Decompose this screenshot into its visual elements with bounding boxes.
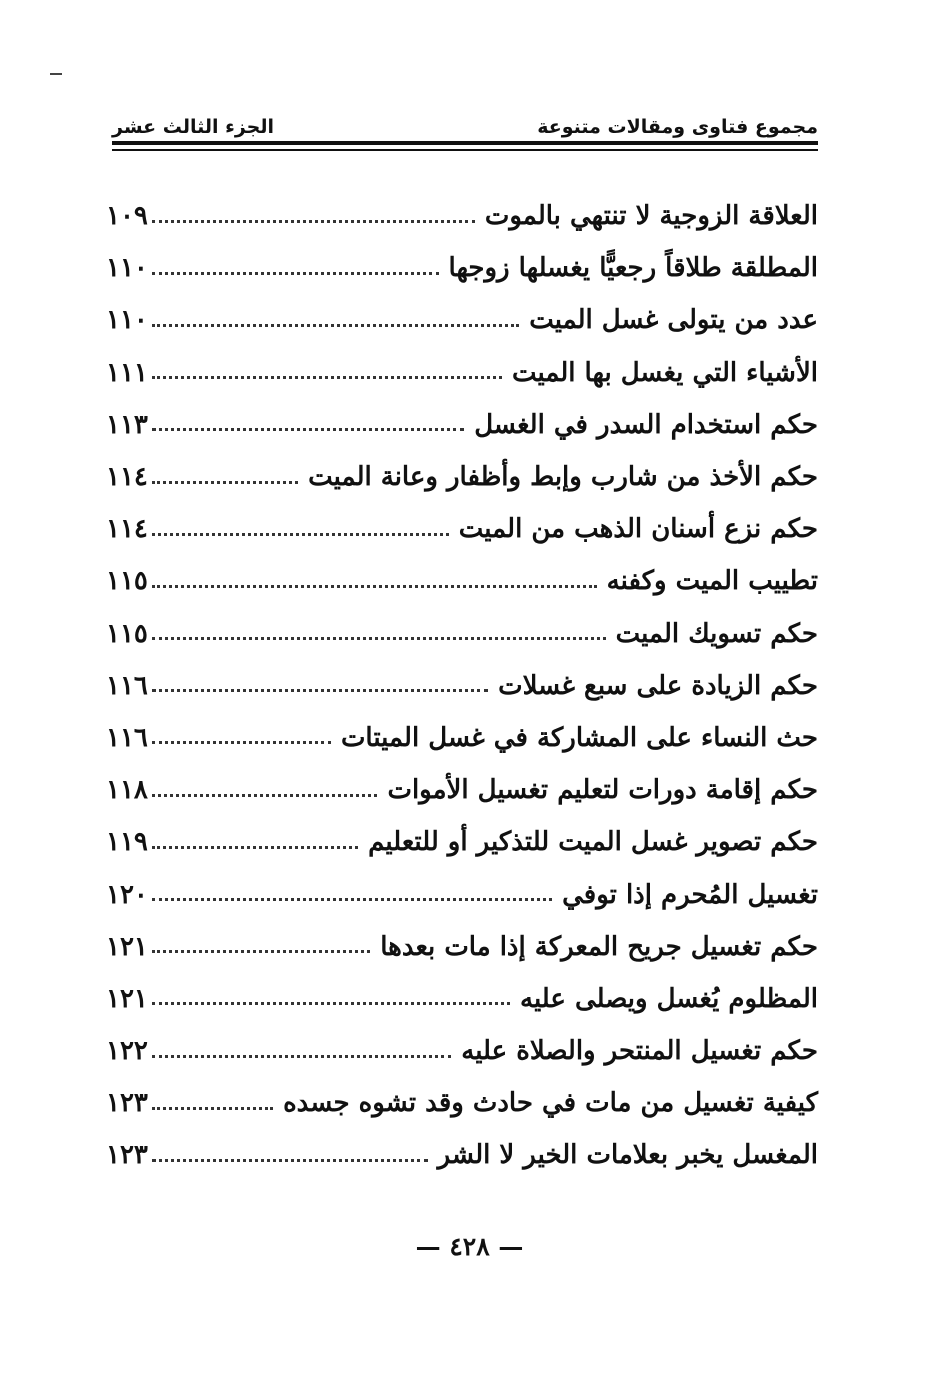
toc-entry-title: حكم نزع أسنان الذهب من الميت [458, 514, 818, 545]
toc-entry-title: المطلقة طلاقاً رجعيًّا يغسلها زوجها [448, 253, 818, 284]
toc-entry [106, 242, 818, 294]
toc-entry [106, 451, 818, 503]
toc-entry [106, 1077, 818, 1129]
toc-entry-page: ١١٦ [106, 722, 148, 753]
toc-entry-title: حكم تصوير غسل الميت للتذكير أو للتعليم [368, 827, 818, 858]
header-volume-title: الجزء الثالث عشر [112, 116, 275, 138]
toc-dot-leader [152, 846, 358, 849]
toc-entry-title: العلاقة الزوجية لا تنتهي بالموت [484, 201, 818, 232]
toc-dot-leader [152, 481, 298, 484]
toc-entry-page: ١١٥ [106, 566, 148, 597]
toc-entry-page: ١١٤ [106, 514, 148, 545]
toc-entry-title: كيفية تغسيل من مات في حادث وقد تشوه جسده [283, 1088, 818, 1119]
toc-dot-leader [152, 794, 378, 797]
toc-entry [106, 712, 818, 764]
toc-dot-leader [152, 950, 370, 953]
toc-dot-leader [152, 220, 475, 223]
toc-entry-title: حكم الأخذ من شارب وإبط وأظفار وعانة الميت [308, 462, 818, 493]
toc-entry [106, 816, 818, 868]
toc-entry-page: ١٢١ [106, 931, 148, 962]
toc-entry-title: تطييب الميت وكفنه [606, 566, 818, 597]
toc-entry-title: المغسل يخبر بعلامات الخير لا الشر [437, 1140, 818, 1171]
toc-entry-page: ١١٣ [106, 409, 148, 440]
toc-entry-title: حكم تغسيل المنتحر والصلاة عليه [461, 1036, 818, 1067]
running-header [112, 108, 818, 138]
toc-entry-page: ١١٩ [106, 827, 148, 858]
toc-entry-page: ١٠٩ [106, 201, 148, 232]
toc-entry-page: ١١١ [106, 357, 148, 388]
toc-entry-title: الأشياء التي يغسل بها الميت [511, 357, 818, 388]
toc-entry-title: حكم استخدام السدر في الغسل [474, 409, 818, 440]
toc-dot-leader [152, 741, 331, 744]
header-book-title: مجموع فتاوى ومقالات متنوعة [537, 116, 818, 138]
toc-entry [106, 1025, 818, 1077]
toc-entry-title: تغسيل المُحرم إذا توفي [562, 879, 818, 910]
toc-entry-page: ١٢٠ [106, 879, 148, 910]
toc-dot-leader [152, 1107, 273, 1110]
toc-entry-title: حث النساء على المشاركة في غسل الميتات [340, 722, 818, 753]
table-of-contents [106, 190, 818, 1182]
toc-entry [106, 973, 818, 1025]
toc-entry-page: ١١٦ [106, 670, 148, 701]
toc-entry [106, 608, 818, 660]
toc-dot-leader [152, 533, 449, 536]
toc-dot-leader [152, 272, 439, 275]
toc-entry-title: عدد من يتولى غسل الميت [529, 305, 818, 336]
toc-entry-page: ١٢٢ [106, 1036, 148, 1067]
toc-entry-page: ١١٨ [106, 775, 148, 806]
toc-entry [106, 190, 818, 242]
toc-entry [106, 1129, 818, 1181]
toc-entry-page: ١٢١ [106, 983, 148, 1014]
toc-entry [106, 660, 818, 712]
toc-entry-title: حكم الزيادة على سبع غسلات [498, 670, 818, 701]
toc-entry-title: حكم إقامة دورات لتعليم تغسيل الأموات [387, 775, 818, 806]
toc-entry-page: ١٢٣ [106, 1088, 148, 1119]
toc-dot-leader [152, 585, 597, 588]
header-rule-thin [112, 149, 818, 151]
toc-dot-leader [152, 324, 519, 327]
scan-artifact-mark [50, 73, 62, 75]
toc-entry-title: حكم تسويك الميت [615, 618, 818, 649]
toc-entry-page: ١١٠ [106, 253, 148, 284]
toc-dot-leader [152, 689, 488, 692]
toc-entry [106, 347, 818, 399]
toc-entry [106, 764, 818, 816]
toc-entry-page: ١١٠ [106, 305, 148, 336]
toc-dot-leader [152, 1159, 428, 1162]
toc-entry [106, 555, 818, 607]
toc-entry-title: المظلوم يُغسل ويصلى عليه [520, 983, 818, 1014]
toc-entry [106, 868, 818, 920]
toc-entry-page: ١٢٣ [106, 1140, 148, 1171]
toc-dot-leader [152, 898, 552, 901]
toc-entry [106, 921, 818, 973]
toc-entry [106, 294, 818, 346]
toc-dot-leader [152, 376, 502, 379]
toc-entry-title: حكم تغسيل جريح المعركة إذا مات بعدها [380, 931, 818, 962]
toc-dot-leader [152, 637, 606, 640]
toc-entry [106, 503, 818, 555]
toc-dot-leader [152, 1002, 510, 1005]
page-number: — ٤٢٨ — [415, 1232, 524, 1261]
header-rule-thick [112, 141, 818, 145]
toc-entry-page: ١١٤ [106, 462, 148, 493]
toc-entry-page: ١١٥ [106, 618, 148, 649]
toc-dot-leader [152, 1055, 451, 1058]
toc-entry [106, 399, 818, 451]
toc-dot-leader [152, 428, 464, 431]
